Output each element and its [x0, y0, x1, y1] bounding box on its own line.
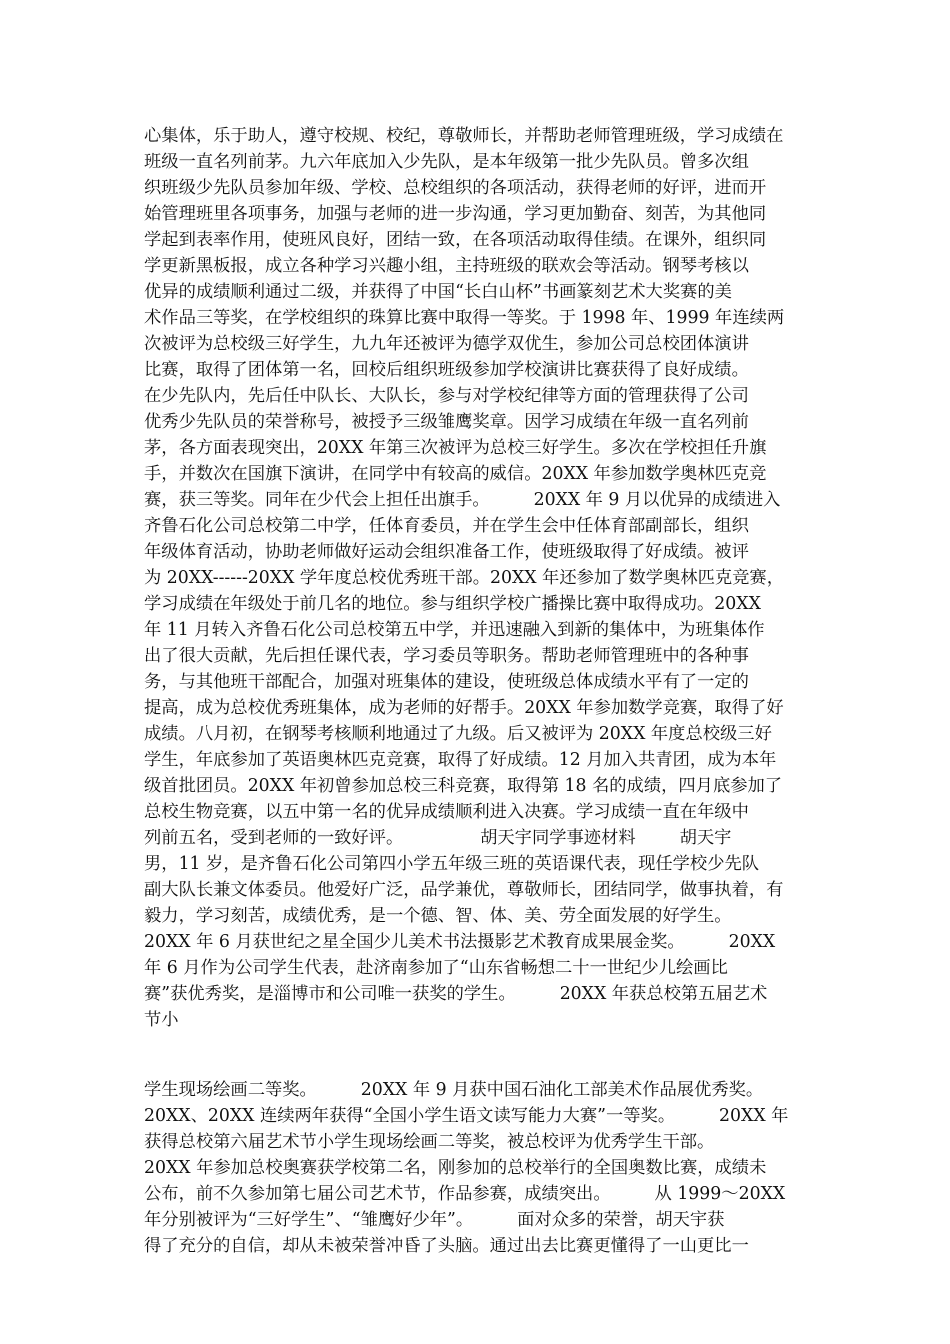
text-line: 优秀少先队员的荣誉称号，被授予三级雏鹰奖章。因学习成绩在年级一直名列前 — [144, 412, 749, 432]
text-line: 学生现场绘画二等奖。 20XX 年 9 月获中国石油化工部美术作品展优秀奖。 — [144, 1080, 764, 1100]
body-text-block-2 — [144, 1077, 816, 1259]
text-line: 手，并数次在国旗下演讲，在同学中有较高的威信。20XX 年参加数学奥林匹克竞 — [144, 464, 767, 484]
text-line: 次被评为总校级三好学生，九九年还被评为德学双优生，参加公司总校团体演讲 — [144, 334, 749, 354]
text-line: 在少先队内，先后任中队长、大队长，参与对学校纪律等方面的管理获得了公司 — [144, 386, 749, 406]
text-line: 比赛，取得了团体第一名，回校后组织班级参加学校演讲比赛获得了良好成绩。 — [144, 360, 749, 380]
text-line: 齐鲁石化公司总校第二中学，任体育委员，并在学生会中任体育部副部长，组织 — [144, 516, 749, 536]
text-line: 获得总校第六届艺术节小学生现场绘画二等奖，被总校评为优秀学生干部。 — [144, 1132, 715, 1152]
text-line: 公布，前不久参加第七届公司艺术节，作品参赛，成绩突出。 从 1999～20XX — [144, 1184, 786, 1204]
body-text-block-1 — [144, 123, 816, 1033]
text-line: 年级体育活动，协助老师做好运动会组织准备工作，使班级取得了好成绩。被评 — [144, 542, 749, 562]
text-line: 毅力，学习刻苦，成绩优秀，是一个德、智、体、美、劳全面发展的好学生。 — [144, 906, 732, 926]
text-line: 副大队长兼文体委员。他爱好广泛，品学兼优，尊敬师长，团结同学，做事执着，有 — [144, 880, 784, 900]
text-line: 赛”获优秀奖，是淄博市和公司唯一获奖的学生。 20XX 年获总校第五届艺术 — [144, 984, 768, 1004]
text-line: 成绩。八月初，在钢琴考核顺利地通过了九级。后又被评为 20XX 年度总校级三好 — [144, 724, 772, 744]
text-line: 优异的成绩顺利通过二级，并获得了中国“长白山杯”书画篆刻艺术大奖赛的美 — [144, 282, 732, 302]
text-line: 提高，成为总校优秀班集体，成为老师的好帮手。20XX 年参加数学竞赛，取得了好 — [144, 698, 784, 718]
text-line: 织班级少先队员参加年级、学校、总校组织的各项活动，获得老师的好评，进而开 — [144, 178, 767, 198]
text-line: 赛，获三等奖。同年在少代会上担任出旗手。 20XX 年 9 月以优异的成绩进入 — [144, 490, 781, 510]
text-line: 术作品三等奖，在学校组织的珠算比赛中取得一等奖。于 1998 年、1999 年连续两 — [144, 308, 785, 328]
text-line: 年 11 月转入齐鲁石化公司总校第五中学，并迅速融入到新的集体中，为班集体作 — [144, 620, 765, 640]
text-line: 男，11 岁，是齐鲁石化公司第四小学五年级三班的英语课代表，现任学校少先队 — [144, 854, 760, 874]
text-line: 为 20XX------20XX 学年度总校优秀班干部。20XX 年还参加了数学奥林匹克竞赛， — [144, 568, 784, 588]
text-line: 班级一直名列前茅。九六年底加入少先队，是本年级第一批少先队员。曾多次组 — [144, 152, 749, 172]
text-line: 列前五名，受到老师的一致好评。 胡天宇同学事迹材料 胡天宇 — [144, 828, 732, 848]
text-line: 20XX 年 6 月获世纪之星全国少儿美术书法摄影艺术教育成果展金奖。 20XX — [144, 932, 776, 952]
text-line: 级首批团员。20XX 年初曾参加总校三科竞赛，取得第 18 名的成绩，四月底参加了 — [144, 776, 783, 796]
text-line: 心集体，乐于助人，遵守校规、校纪，尊敬师长，并帮助老师管理班级，学习成绩在 — [144, 126, 784, 146]
text-line: 学更新黑板报，成立各种学习兴趣小组，主持班级的联欢会等活动。钢琴考核以 — [144, 256, 749, 276]
text-line: 茅，各方面表现突出，20XX 年第三次被评为总校三好学生。多次在学校担任升旗 — [144, 438, 767, 458]
text-line: 总校生物竞赛，以五中第一名的优异成绩顺利进入决赛。学习成绩一直在年级中 — [144, 802, 749, 822]
text-line: 节小 — [144, 1010, 179, 1030]
text-line: 始管理班里各项事务，加强与老师的进一步沟通，学习更加勤奋、刻苦，为其他同 — [144, 204, 767, 224]
text-line: 20XX 年参加总校奥赛获学校第二名，刚参加的总校举行的全国奥数比赛，成绩未 — [144, 1158, 767, 1178]
text-line: 年分别被评为“三好学生”、“雏鹰好少年”。 面对众多的荣誉，胡天宇获 — [144, 1210, 725, 1230]
text-line: 学习成绩在年级处于前几名的地位。参与组织学校广播操比赛中取得成功。20XX — [144, 594, 761, 614]
text-line: 出了很大贡献，先后担任课代表，学习委员等职务。帮助老师管理班中的各种事 — [144, 646, 749, 666]
text-line: 学起到表率作用，使班风良好，团结一致，在各项活动取得佳绩。在课外，组织同 — [144, 230, 767, 250]
text-line: 务，与其他班干部配合，加强对班集体的建设，使班级总体成绩水平有了一定的 — [144, 672, 749, 692]
text-line: 年 6 月作为公司学生代表，赴济南参加了“山东省畅想二十一世纪少儿绘画比 — [144, 958, 728, 978]
text-line: 20XX、20XX 连续两年获得“全国小学生语文读写能力大赛”一等奖。 20XX 年 — [144, 1106, 789, 1126]
text-line: 得了充分的自信，却从未被荣誉冲昏了头脑。通过出去比赛更懂得了一山更比一 — [144, 1236, 749, 1256]
text-line: 学生，年底参加了英语奥林匹克竞赛，取得了好成绩。12 月加入共青团，成为本年 — [144, 750, 777, 770]
